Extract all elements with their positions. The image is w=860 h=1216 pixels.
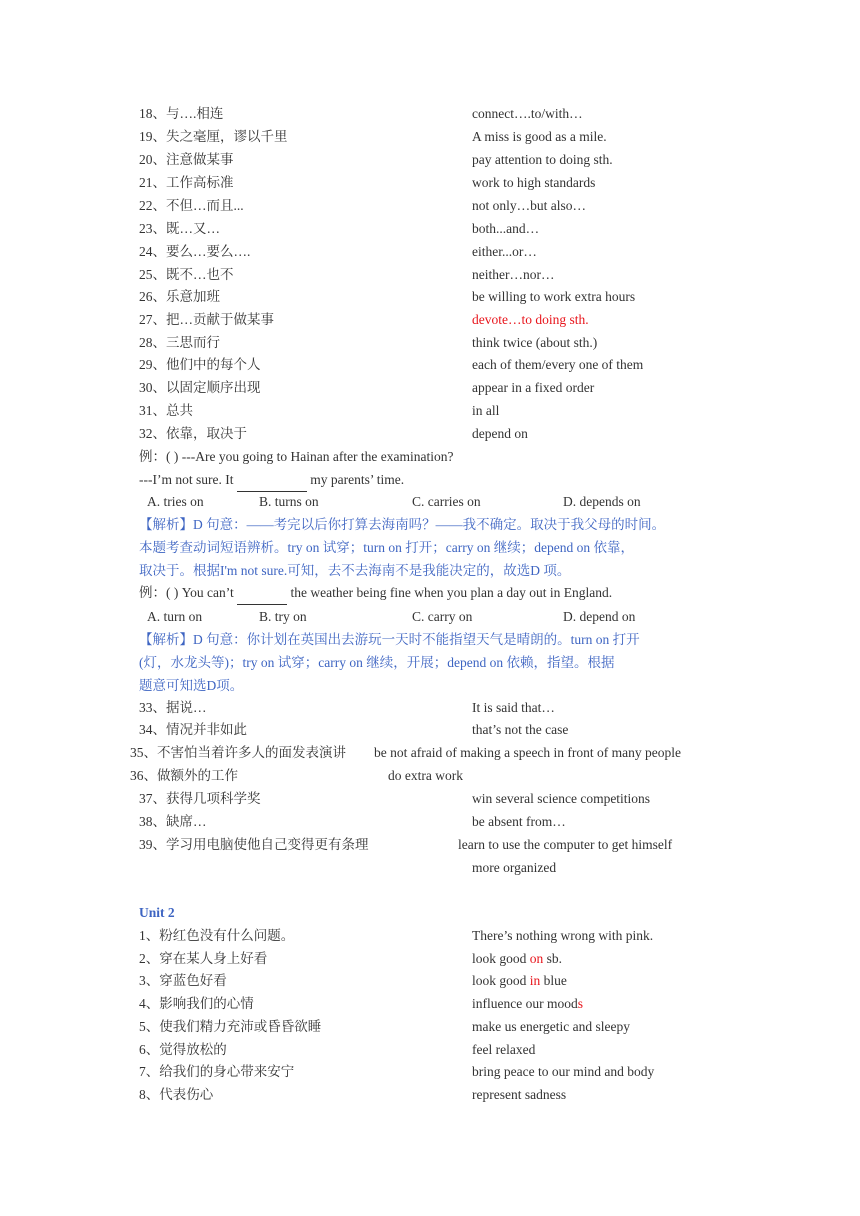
analysis-line: 【解析】D 句意：——考完以后你打算去海南吗？——我不确定。取决于我父母的时间。 [139,517,666,532]
option-b: B. turns on [259,494,319,509]
option-b: B. try on [259,609,307,624]
option-d: D. depends on [563,494,641,509]
analysis-line: (灯，水龙头等)；try on 试穿；carry on 继续，开展；depend on 依赖，指望。根据 [139,655,615,670]
analysis-line: 【解析】D 句意：你计划在英国出去游玩一天时不能指望天气是晴朗的。turn on 打开 [139,632,640,647]
option-d: D. depend on [563,609,636,624]
option-a: A. turn on [147,609,203,624]
option-c: C. carry on [412,609,473,624]
analysis-block [139,513,724,582]
analysis-line: 本题考查动词短语辨析。try on 试穿；turn on 打开；carry on 继续；depend on 依靠， [139,540,634,555]
analysis-line: 题意可知选D项。 [139,678,244,693]
example-question: 例：( ) ---Are you going to Hainan after the examination? [139,449,454,464]
option-c: C. carries on [412,494,481,509]
analysis-line: 取决于。根据I'm not sure.可知，去不去海南不是我能决定的，故选D 项。 [139,563,571,578]
option-a: A. tries on [147,494,204,509]
example-answer-line: ---I’m not sure. It my parents’ time. [139,469,404,491]
answer-blank [237,469,307,492]
answer-blank [237,582,287,605]
analysis-block [139,628,724,697]
unit-heading: Unit 2 [139,905,175,920]
document-page: 18、与….相连 connect….to/with… 19、失之毫厘，谬以千里 A miss is good as a mile. 20、注意做某事 pay attention to doing sth. 21、工作高标准 work to high standards 22、不但…而且... not only…but also… 23、既…又… both...and… 24、要么…要么…. either...or… 25、既不…也不 neither…nor… 26、乐意加班 be willing to work extra hours 27、把…贡献于做某事 devote…to doing sth. 28、三思而行 think twice (about sth.) 29、他们中的每个人 each of them/every one of them 30、以固定顺序出现 appear in a fixed order 31、总共 in all 32、依靠，取决于 depend on 例：( ) ---Are you going to Hainan after the examination? ---I’m not sure. It my parents’ time. A. tries on B. turns on C. carries on D. depends on 【解析】D 句意：——考完以后你打算去海南吗？——我不确定。取决于我父母的时间。 本题考查动词短语辨析。try on 试穿；turn on 打开；carry on 继续；depend on 依靠， 取决于。根据I'm not sure.可知，去不去海南不是我能决定的，故选D 项。 例：( ) You can’t the weather being fine when you plan a day out in England. A. turn on B. try on C. carry on D. depend on 【解析】D 句意：你计划在英国出去游玩一天时不能指望天气是晴朗的。turn on 打开 (灯，水龙头等)；try on 试穿；carry on 继续，开展；depend on 依赖，指望。根据 题意可知选D项。 33、据说… It is said that… 34、情况并非如此 that’s not the case 35、不害怕当着许多人的面发表演讲 be not afraid of making a speech in front of many people 36、做额外的工作 do extra work 37、获得几项科学奖 win several science competitions 38、缺席… be absent from… 39、学习用电脑使他自己变得更有条理 learn to use the computer to get himself more organized Unit 2 1、粉红色没有什么问题。 There’s nothing wrong with pink. 2、穿在某人身上好看 look good on sb. 3、穿蓝色好看 look good in blue 4、影响我们的心情 influence our moods 5、使我们精力充沛或昏昏欲睡 make us energetic and sleepy 6、觉得放松的 feel relaxed 7、给我们的身心带来安宁 bring peace to our mind and body 8、代表伤心 represent sadness [0,0,860,1216]
example-question: 例：( ) You can’t the weather being fine when you plan a day out in England. [139,582,612,604]
